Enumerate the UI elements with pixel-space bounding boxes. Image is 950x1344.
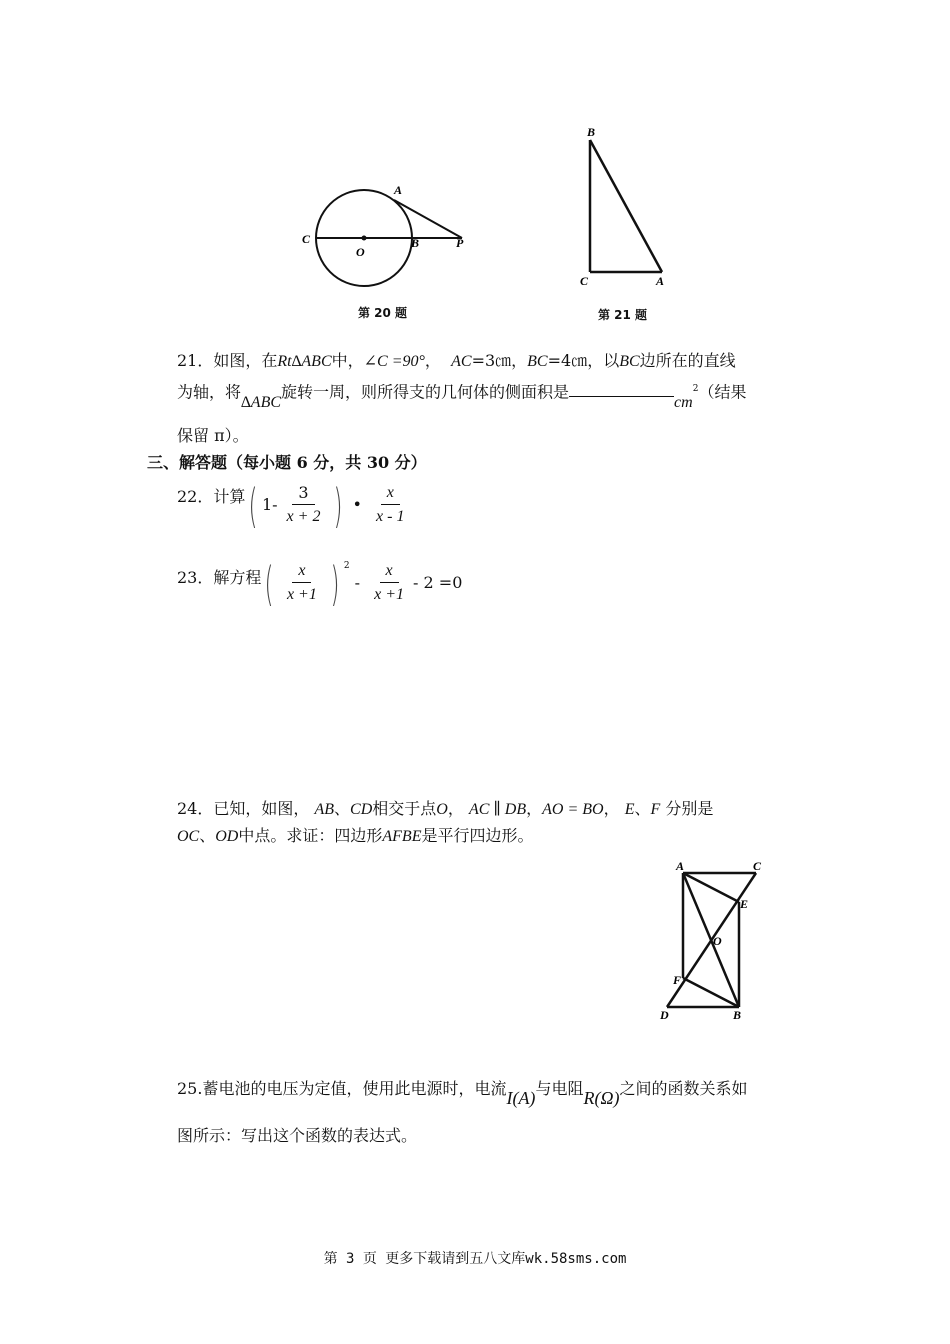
q25-line2: 图所示：写出这个函数的表达式。 [177, 1126, 418, 1145]
answer-blank[interactable] [569, 382, 674, 397]
label-b: B [733, 1008, 742, 1022]
section-3-title: 三、解答题（每小题 6 分，共 30 分） [147, 453, 427, 472]
label-o: O [713, 934, 722, 948]
caption-21: 第 21 题 [598, 308, 648, 322]
label-b: B [587, 125, 596, 139]
seg-fb [683, 978, 739, 1007]
label-a: A [676, 859, 685, 873]
q21-line1: 21．如图，在Rt∆ABC中，∠C =90°， AC=3㎝，BC=4㎝，以BC边所在的直线 [177, 351, 736, 370]
q24-line1: 24．已知，如图， AB、CD相交于点O， AC ∥ DB，AO = BO， E、F 分别是 [177, 799, 714, 818]
q22: 22．计算 [177, 487, 246, 506]
figure-20 [290, 170, 480, 295]
label-c: C [302, 232, 311, 246]
label-o: O [356, 245, 365, 259]
label-a: A [394, 183, 403, 197]
label-f: F [673, 973, 682, 987]
label-a: A [656, 274, 665, 288]
page-footer: 第 3 页 更多下载请到五八文库wk.58sms.com [323, 1251, 627, 1267]
label-b: B [411, 236, 420, 250]
q23-expression: ( $\frac{x}{x +1}$ ) $^2$ - $\frac{x}{x +1}$ - 2 =0 [264, 556, 463, 611]
q21-line2: 为轴，将∆ABC旋转一周，则所得支的几何体的侧面积是$cm^2$（结果 [177, 382, 747, 412]
label-c: C [753, 859, 762, 873]
seg-ae [683, 873, 739, 902]
q22-expression: ( 1- $\frac{3}{x + 2}$ ) • $\frac{x}{x - 1}$ [248, 478, 405, 533]
label-e: E [740, 897, 749, 911]
tangent-ap [394, 200, 462, 238]
label-p: P [456, 236, 464, 250]
label-d: D [660, 1008, 669, 1022]
label-c: C [580, 274, 589, 288]
figure-21 [575, 122, 675, 292]
q21-line3: 保留 π）。 [177, 426, 249, 445]
center-point [362, 236, 367, 241]
q25-line1: 25.蓄电池的电压为定值，使用此电源时，电流I(A)与电阻R(Ω)之间的函数关系如 [177, 1079, 748, 1108]
q24-line2: OC、OD中点。求证：四边形AFBE是平行四边形。 [177, 826, 534, 845]
side-ab [590, 140, 662, 272]
figure-24 [655, 858, 770, 1023]
caption-20: 第 20 题 [358, 306, 408, 320]
q23: 23．解方程 [177, 568, 262, 587]
